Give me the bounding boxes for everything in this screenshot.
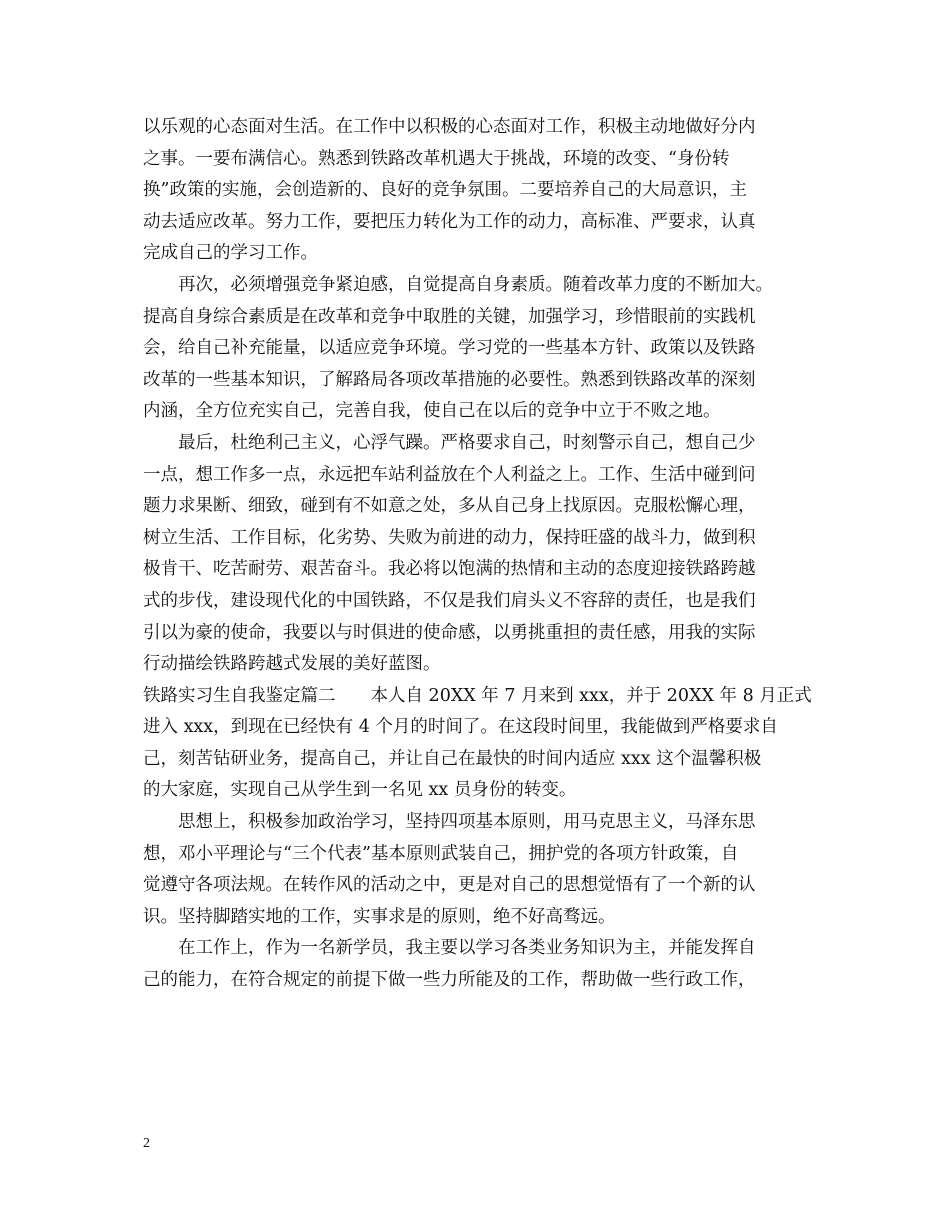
text-line: 题力求果断、细致，碰到有不如意之处，多从自己身上找原因。克服松懈心理， (143, 496, 756, 517)
text-line: 极肯干、吃苦耐劳、艰苦奋斗。我必将以饱满的热情和主动的态度迎接铁路跨越 (143, 559, 756, 580)
text-line: 进入 xxx，到现在已经快有 4 个月的时间了。在这段时间里，我能做到严格要求自 (143, 717, 778, 738)
text-line: 内涵，全方位充实自己，完善自我，使自己在以后的竞争中立于不败之地。 (143, 401, 721, 422)
text-line: 完成自己的学习工作。 (143, 243, 318, 264)
text-line: 换”政策的实施，会创造新的、良好的竞争氛围。二要培养自己的大局意识，主 (143, 180, 747, 201)
text-line: 己的能力，在符合规定的前提下做一些力所能及的工作，帮助做一些行政工作， (143, 970, 756, 991)
text-line: 以乐观的心态面对生活。在工作中以积极的心态面对工作，积极主动地做好分内 (143, 117, 756, 137)
text-line: 一点，想工作多一点，永远把车站利益放在个人利益之上。工作、生活中碰到问 (143, 464, 756, 485)
paragraph-first-line: 在工作上，作为一名新学员，我主要以学习各类业务知识为主，并能发挥自 (178, 938, 756, 959)
text-line: 行动描绘铁路跨越式发展的美好蓝图。 (143, 654, 441, 675)
text-line: 识。坚持脚踏实地的工作，实事求是的原则，绝不好高骛远。 (143, 906, 616, 927)
text-line: 之事。一要布满信心。熟悉到铁路改革机遇大于挑战，环境的改变、“身份转 (143, 148, 730, 169)
text-line: 引以为豪的使命，我要以与时俱进的使命感，以勇挑重担的责任感，用我的实际 (143, 622, 756, 643)
text-line: 觉遵守各项法规。在转作风的活动之中，更是对自己的思想觉悟有了一个新的认 (143, 875, 756, 896)
text-line: 己，刻苦钻研业务，提高自己，并让自己在最快的时间内适应 xxx 这个温馨积极 (143, 748, 762, 769)
text-line: 的大家庭，实现自己从学生到一名见 xx 员身份的转变。 (143, 780, 577, 801)
document-body (143, 112, 833, 997)
text-line: 动去适应改革。努力工作，要把压力转化为工作的动力，高标准、严要求，认真 (143, 211, 756, 232)
paragraph-first-line: 思想上，积极参加政治学习，坚持四项基本原则，用马克思主义，马泽东思 (178, 812, 756, 833)
text-line: 想，邓小平理论与“三个代表”基本原则武装自己，拥护党的各项方针政策，自 (143, 843, 739, 864)
text-line: 树立生活、工作目标，化劣势、失败为前进的动力，保持旺盛的战斗力，做到积 (143, 527, 756, 548)
section-title-line: 铁路实习生自我鉴定篇二 本人自 20XX 年 7 月来到 xxx，并于 20XX 年 8 月正式 (143, 685, 812, 706)
paragraph-first-line: 最后，杜绝利己主义，心浮气躁。严格要求自己，时刻警示自己，想自己少 (178, 432, 756, 453)
text-line: 提高自身综合素质是在改革和竞争中取胜的关键，加强学习，珍惜眼前的实践机 (143, 306, 756, 327)
text-line: 会，给自己补充能量，以适应竞争环境。学习党的一些基本方针、政策以及铁路 (143, 338, 756, 359)
text-line: 式的步伐，建设现代化的中国铁路，不仅是我们肩头义不容辞的责任，也是我们 (143, 590, 756, 611)
paragraph-first-line: 再次，必须增强竞争紧迫感，自觉提高自身素质。随着改革力度的不断加大。 (178, 274, 773, 295)
text-line: 改革的一些基本知识，了解路局各项改革措施的必要性。熟悉到铁路改革的深刻 (143, 369, 756, 390)
page-number: 2 (143, 1136, 150, 1151)
